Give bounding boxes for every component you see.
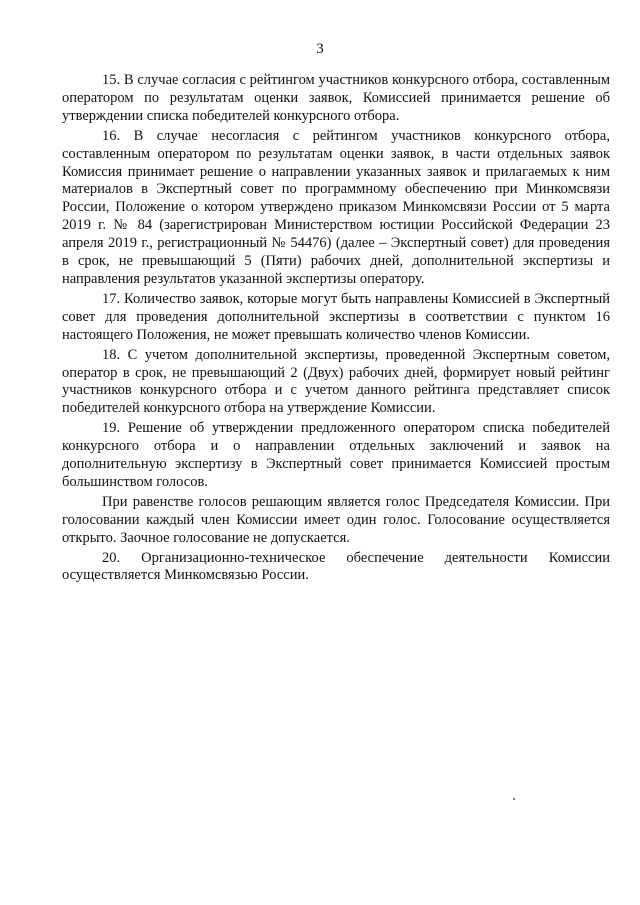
paragraph-19-voting-rules: При равенстве голосов решающим является голос Председателя Комиссии. При голосовании каждый член Комиссии имеет один голос. Голосование осуществляется открыто. Заочное голосование не допускается. [62, 493, 610, 546]
paragraph-17: 17. Количество заявок, которые могут быть направлены Комиссией в Экспертный совет для проведения дополнительной экспертизы в соответствии с пунктом 16 настоящего Положения, не может превышать количество членов Комиссии. [62, 290, 610, 343]
scan-speck [513, 798, 515, 800]
paragraph-20: 20. Организационно-техническое обеспечение деятельности Комиссии осуществляется Минкомсвязью России. [62, 549, 610, 584]
paragraph-18: 18. С учетом дополнительной экспертизы, проведенной Экспертным советом, оператор в срок, не превышающий 2 (Двух) рабочих дней, формирует новый рейтинг участников конкурсного отбора и с учетом данного рейтинга представляет список победителей конкурсного отбора на утверждение Комиссии. [62, 346, 610, 417]
paragraph-15: 15. В случае согласия с рейтингом участников конкурсного отбора, составленным оператором по результатам оценки заявок, Комиссией принимается решение об утверждении списка победителей конкурсного отбора. [62, 72, 610, 124]
paragraph-19: 19. Решение об утверждении предложенного оператором списка победителей конкурсного отбора и о направлении отдельных заключений и заявок на дополнительную экспертизу в Экспертный совет принимается Комиссией простым большинством голосов. [62, 420, 610, 490]
document-body [62, 72, 610, 587]
paragraph-16: 16. В случае несогласия с рейтингом участников конкурсного отбора, составленным оператором по результатам оценки заявок, в части отдельных заявок Комиссия принимает решение о направлении указанных заявок и прилагаемых к ним материалов в Экспертный совет по программному обеспечению при Минкомсвязи России, Положение о котором утверждено приказом Минкомсвязи России от 5 марта 2019 г. № 84 (зарегистрирован Министерством юстиции Российской Федерации 23 апреля 2019 г., регистрационный № 54476) (далее – Экспертный совет) для проведения в срок, не превышающий 5 (Пяти) рабочих дней, дополнительной экспертизы и направления результатов указанной экспертизы оператору. [62, 127, 610, 287]
page-number: 3 [316, 41, 324, 57]
